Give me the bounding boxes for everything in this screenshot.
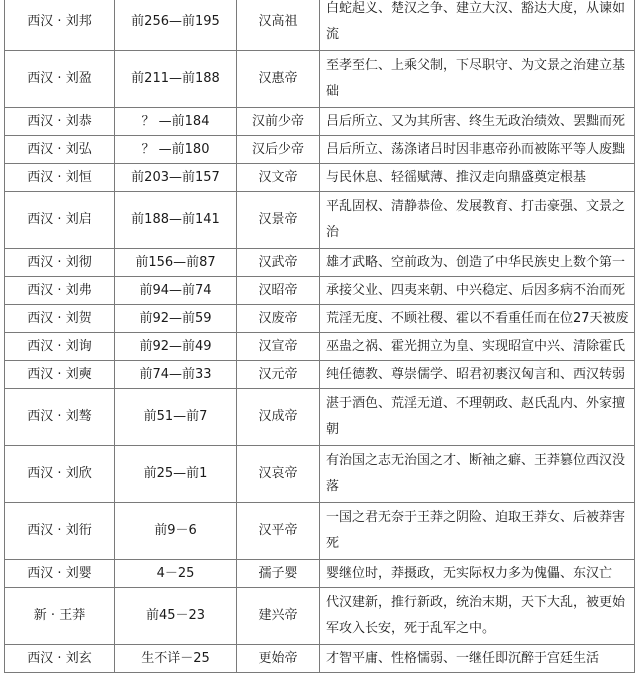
person-cell: 西汉 · 刘欣: [5, 446, 115, 503]
years-cell: 前92—前59: [115, 305, 237, 333]
years-cell: 前45－23: [115, 588, 237, 645]
person-cell: 西汉 · 刘询: [5, 333, 115, 361]
title-cell: 汉惠帝: [237, 51, 320, 108]
person-cell: 西汉 · 刘恒: [5, 164, 115, 192]
person-cell: 西汉 · 刘玄: [5, 645, 115, 673]
summary-cell: 荒淫无度、不顾社稷、霍以不看重任而在位27天被废: [320, 305, 635, 333]
table-row: [5, 277, 635, 305]
title-cell: 汉废帝: [237, 305, 320, 333]
years-cell: 前156—前87: [115, 249, 237, 277]
summary-cell: 巫蛊之祸、霍光拥立为皇、实现昭宣中兴、清除霍氏: [320, 333, 635, 361]
years-cell: 前94—前74: [115, 277, 237, 305]
person-cell: 西汉 · 刘骜: [5, 389, 115, 446]
summary-cell: 吕后所立、荡涤诸吕时因非惠帝孙而被陈平等人废黜: [320, 136, 635, 164]
person-cell: 西汉 · 刘邦: [5, 0, 115, 51]
person-cell: 西汉 · 刘贺: [5, 305, 115, 333]
table-row: [5, 0, 635, 51]
years-cell: 前51—前7: [115, 389, 237, 446]
table-row: [5, 51, 635, 108]
table-row: [5, 503, 635, 560]
summary-cell: 纯任德教、尊崇儒学、昭君初裹汉匈言和、西汉转弱: [320, 361, 635, 389]
title-cell: 汉前少帝: [237, 108, 320, 136]
years-cell: 4－25: [115, 560, 237, 588]
years-cell: 生不详－25: [115, 645, 237, 673]
person-cell: 西汉 · 刘婴: [5, 560, 115, 588]
title-cell: 汉平帝: [237, 503, 320, 560]
table-row: [5, 136, 635, 164]
title-cell: 汉文帝: [237, 164, 320, 192]
person-cell: 西汉 · 刘奭: [5, 361, 115, 389]
years-cell: 前92—前49: [115, 333, 237, 361]
years-cell: 前9－6: [115, 503, 237, 560]
years-cell: 前203—前157: [115, 164, 237, 192]
title-cell: 汉元帝: [237, 361, 320, 389]
title-cell: 汉昭帝: [237, 277, 320, 305]
years-cell: ？ —前180: [115, 136, 237, 164]
summary-cell: 代汉建新，推行新政，统治末期，天下大乱，被更始军攻入长安，死于乱军之中。: [320, 588, 635, 645]
person-cell: 西汉 · 刘彻: [5, 249, 115, 277]
summary-cell: 婴继位时，莽摄政，无实际权力多为傀儡、东汉亡: [320, 560, 635, 588]
summary-cell: 才智平庸、性格懦弱、一继任即沉醉于宫廷生活: [320, 645, 635, 673]
person-cell: 西汉 · 刘恭: [5, 108, 115, 136]
table-row: [5, 588, 635, 645]
table-row: [5, 560, 635, 588]
title-cell: 孺子婴: [237, 560, 320, 588]
table-row: [5, 192, 635, 249]
table-row: [5, 389, 635, 446]
table-row: [5, 446, 635, 503]
emperor-table-body: [5, 0, 635, 673]
table-row: [5, 305, 635, 333]
table-row: [5, 361, 635, 389]
table-row: [5, 333, 635, 361]
years-cell: 前74—前33: [115, 361, 237, 389]
title-cell: 更始帝: [237, 645, 320, 673]
summary-cell: 至孝至仁、上乘父制，下尽职守、为文景之治建立基础: [320, 51, 635, 108]
title-cell: 汉哀帝: [237, 446, 320, 503]
table-row: [5, 164, 635, 192]
title-cell: 建兴帝: [237, 588, 320, 645]
summary-cell: 一国之君无奈于王莽之阴险、迫取王莽女、后被莽害死: [320, 503, 635, 560]
person-cell: 西汉 · 刘弘: [5, 136, 115, 164]
summary-cell: 平乱固权、清静恭俭、发展教育、打击豪强、文景之治: [320, 192, 635, 249]
years-cell: 前188—前141: [115, 192, 237, 249]
person-cell: 西汉 · 刘盈: [5, 51, 115, 108]
summary-cell: 雄才武略、空前政为、创造了中华民族史上数个第一: [320, 249, 635, 277]
emperor-table: [4, 0, 635, 673]
years-cell: 前256—前195: [115, 0, 237, 51]
table-row: [5, 645, 635, 673]
title-cell: 汉后少帝: [237, 136, 320, 164]
title-cell: 汉成帝: [237, 389, 320, 446]
table-row: [5, 108, 635, 136]
title-cell: 汉景帝: [237, 192, 320, 249]
title-cell: 汉高祖: [237, 0, 320, 51]
table-row: [5, 249, 635, 277]
person-cell: 新 · 王莽: [5, 588, 115, 645]
summary-cell: 有治国之志无治国之才、断袖之癖、王莽篡位西汉没落: [320, 446, 635, 503]
years-cell: ？ —前184: [115, 108, 237, 136]
years-cell: 前211—前188: [115, 51, 237, 108]
summary-cell: 与民休息、轻徭赋薄、推汉走向鼎盛奠定根基: [320, 164, 635, 192]
summary-cell: 白蛇起义、楚汉之争、建立大汉、豁达大度，从谏如流: [320, 0, 635, 51]
person-cell: 西汉 · 刘启: [5, 192, 115, 249]
person-cell: 西汉 · 刘弗: [5, 277, 115, 305]
title-cell: 汉宣帝: [237, 333, 320, 361]
summary-cell: 湛于酒色、荒淫无道、不理朝政、赵氏乱内、外家擅朝: [320, 389, 635, 446]
years-cell: 前25—前1: [115, 446, 237, 503]
summary-cell: 吕后所立、又为其所害、终生无政治绩效、罢黜而死: [320, 108, 635, 136]
person-cell: 西汉 · 刘衎: [5, 503, 115, 560]
title-cell: 汉武帝: [237, 249, 320, 277]
summary-cell: 承接父业、四夷来朝、中兴稳定、后因多病不治而死: [320, 277, 635, 305]
